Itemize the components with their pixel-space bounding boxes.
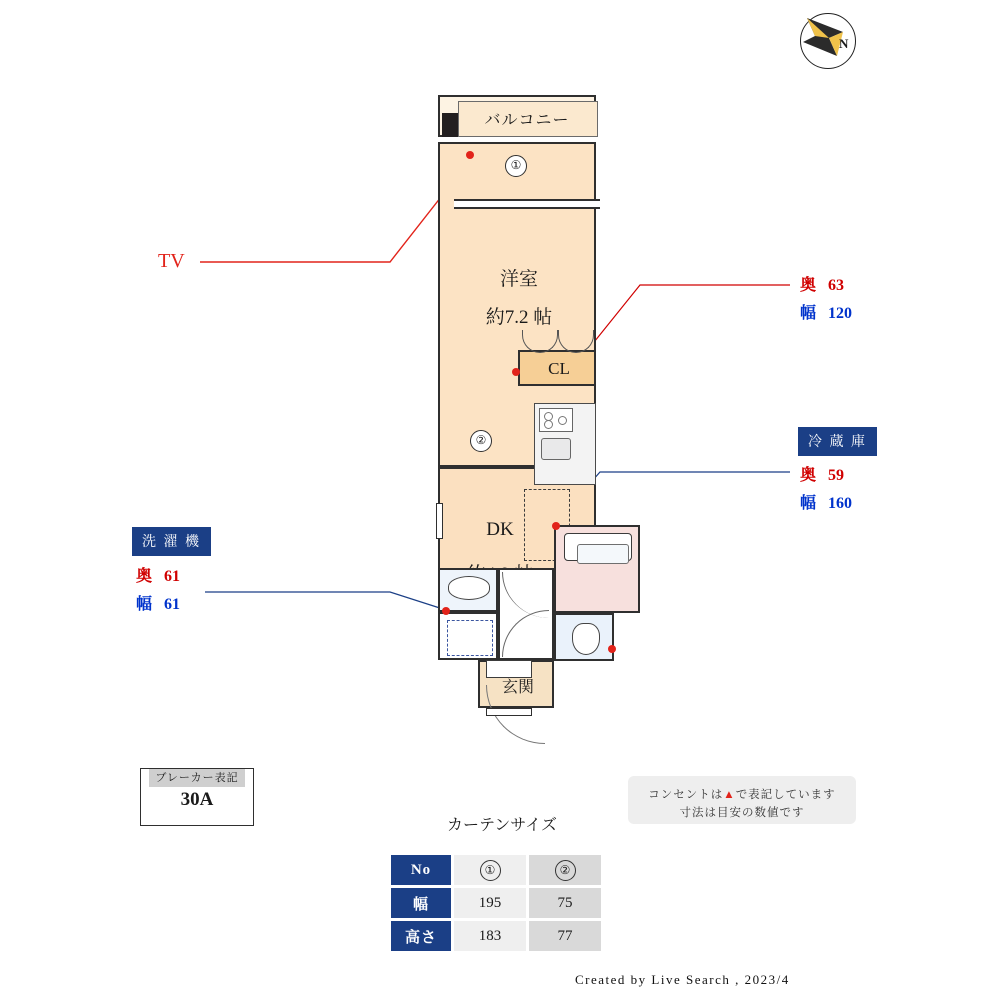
footer-credit: Created by Live Search , 2023/4: [575, 972, 790, 987]
stove-icon: [539, 408, 573, 432]
compass: [795, 8, 865, 78]
curtain-size-table: [388, 852, 604, 954]
curtain-row-height-label: 高さ: [391, 921, 451, 951]
balcony-corner-block: [442, 113, 458, 137]
front-door: [486, 708, 532, 716]
floor-plan: [430, 85, 650, 735]
note-line-1: [628, 786, 856, 802]
entry-step: [486, 660, 532, 678]
closet-depth-key: 奥: [800, 277, 819, 294]
curtain-marker-2: ②: [470, 430, 492, 452]
balcony-label: バルコニー: [484, 112, 570, 129]
breaker-title: ブレーカー表記: [149, 769, 245, 787]
fridge-depth-key: 奥: [800, 467, 819, 484]
washer-space-dashed: [447, 620, 493, 656]
washer-depth-value: 61: [164, 568, 181, 585]
bathroom: [554, 525, 640, 613]
callout-closet-width: [800, 300, 852, 323]
note-line-1-before: コンセントは: [648, 789, 724, 801]
outlet-marker: [512, 368, 520, 376]
fridge-depth-value: 59: [828, 467, 845, 484]
balcony: [438, 95, 596, 137]
outlet-marker: [552, 522, 560, 530]
washbasin-icon: [448, 576, 490, 600]
note-box: [628, 776, 856, 824]
fridge-width-value: 160: [828, 495, 853, 512]
lavatory: [438, 568, 498, 612]
dk-label: DK: [486, 519, 514, 540]
breaker-box: [140, 768, 254, 826]
compass-north-label: N: [839, 36, 849, 51]
curtain-table-title: カーテンサイズ: [447, 817, 557, 834]
hallway: [498, 568, 554, 660]
curtain-width-2: 75: [529, 888, 601, 918]
window-balcony: [454, 199, 600, 209]
table-row: [391, 921, 601, 951]
toilet-room: [554, 613, 614, 661]
callout-washer-title: 洗 濯 機: [132, 527, 211, 556]
window-dk: [436, 503, 443, 539]
kitchen-counter: [534, 403, 596, 485]
outlet-triangle-icon: ▲: [723, 789, 736, 801]
outlet-marker: [608, 645, 616, 653]
genkan-label: 玄関: [501, 679, 534, 696]
curtain-header-no: No: [391, 855, 451, 885]
closet: [518, 350, 596, 386]
callout-tv-label: TV: [158, 250, 185, 272]
outlet-marker: [466, 151, 474, 159]
washer-depth-key: 奥: [136, 568, 155, 585]
closet-label: CL: [548, 359, 570, 378]
washer-width-value: 61: [164, 596, 181, 613]
bathtub-icon: [564, 533, 632, 561]
closet-depth-value: 63: [828, 277, 845, 294]
closet-width-key: 幅: [800, 305, 819, 322]
sink-icon: [541, 438, 571, 460]
table-row: [391, 888, 601, 918]
note-line-2: 寸法は目安の数値です: [679, 807, 805, 819]
curtain-height-1: 183: [454, 921, 526, 951]
closet-width-value: 120: [828, 305, 853, 322]
curtain-col-2-marker: ②: [555, 860, 576, 881]
callout-fridge-title: 冷 蔵 庫: [798, 427, 877, 456]
fridge-width-key: 幅: [800, 495, 819, 512]
callout-washer-width: [136, 591, 180, 614]
curtain-col-2: [529, 855, 601, 885]
curtain-row-width-label: 幅: [391, 888, 451, 918]
table-row: [391, 855, 601, 885]
washer-space: [438, 612, 498, 660]
curtain-col-1: [454, 855, 526, 885]
curtain-marker-1: ①: [505, 155, 527, 177]
callout-closet-depth: [800, 272, 844, 295]
curtain-col-1-marker: ①: [480, 860, 501, 881]
curtain-width-1: 195: [454, 888, 526, 918]
note-line-1-after: で表記しています: [735, 789, 836, 801]
toilet-icon: [572, 623, 600, 655]
room-label: 洋室: [499, 269, 538, 290]
compass-needle-icon: [795, 8, 865, 78]
hall-door-arc-2: [502, 610, 549, 657]
callout-washer-depth: [136, 563, 180, 586]
outlet-marker: [442, 607, 450, 615]
washer-width-key: 幅: [136, 596, 155, 613]
callout-fridge-width: [800, 490, 852, 513]
curtain-height-2: 77: [529, 921, 601, 951]
callout-fridge-depth: [800, 462, 844, 485]
room-area-label: 約7.2 帖: [485, 307, 553, 328]
breaker-value: 30A: [180, 789, 214, 810]
